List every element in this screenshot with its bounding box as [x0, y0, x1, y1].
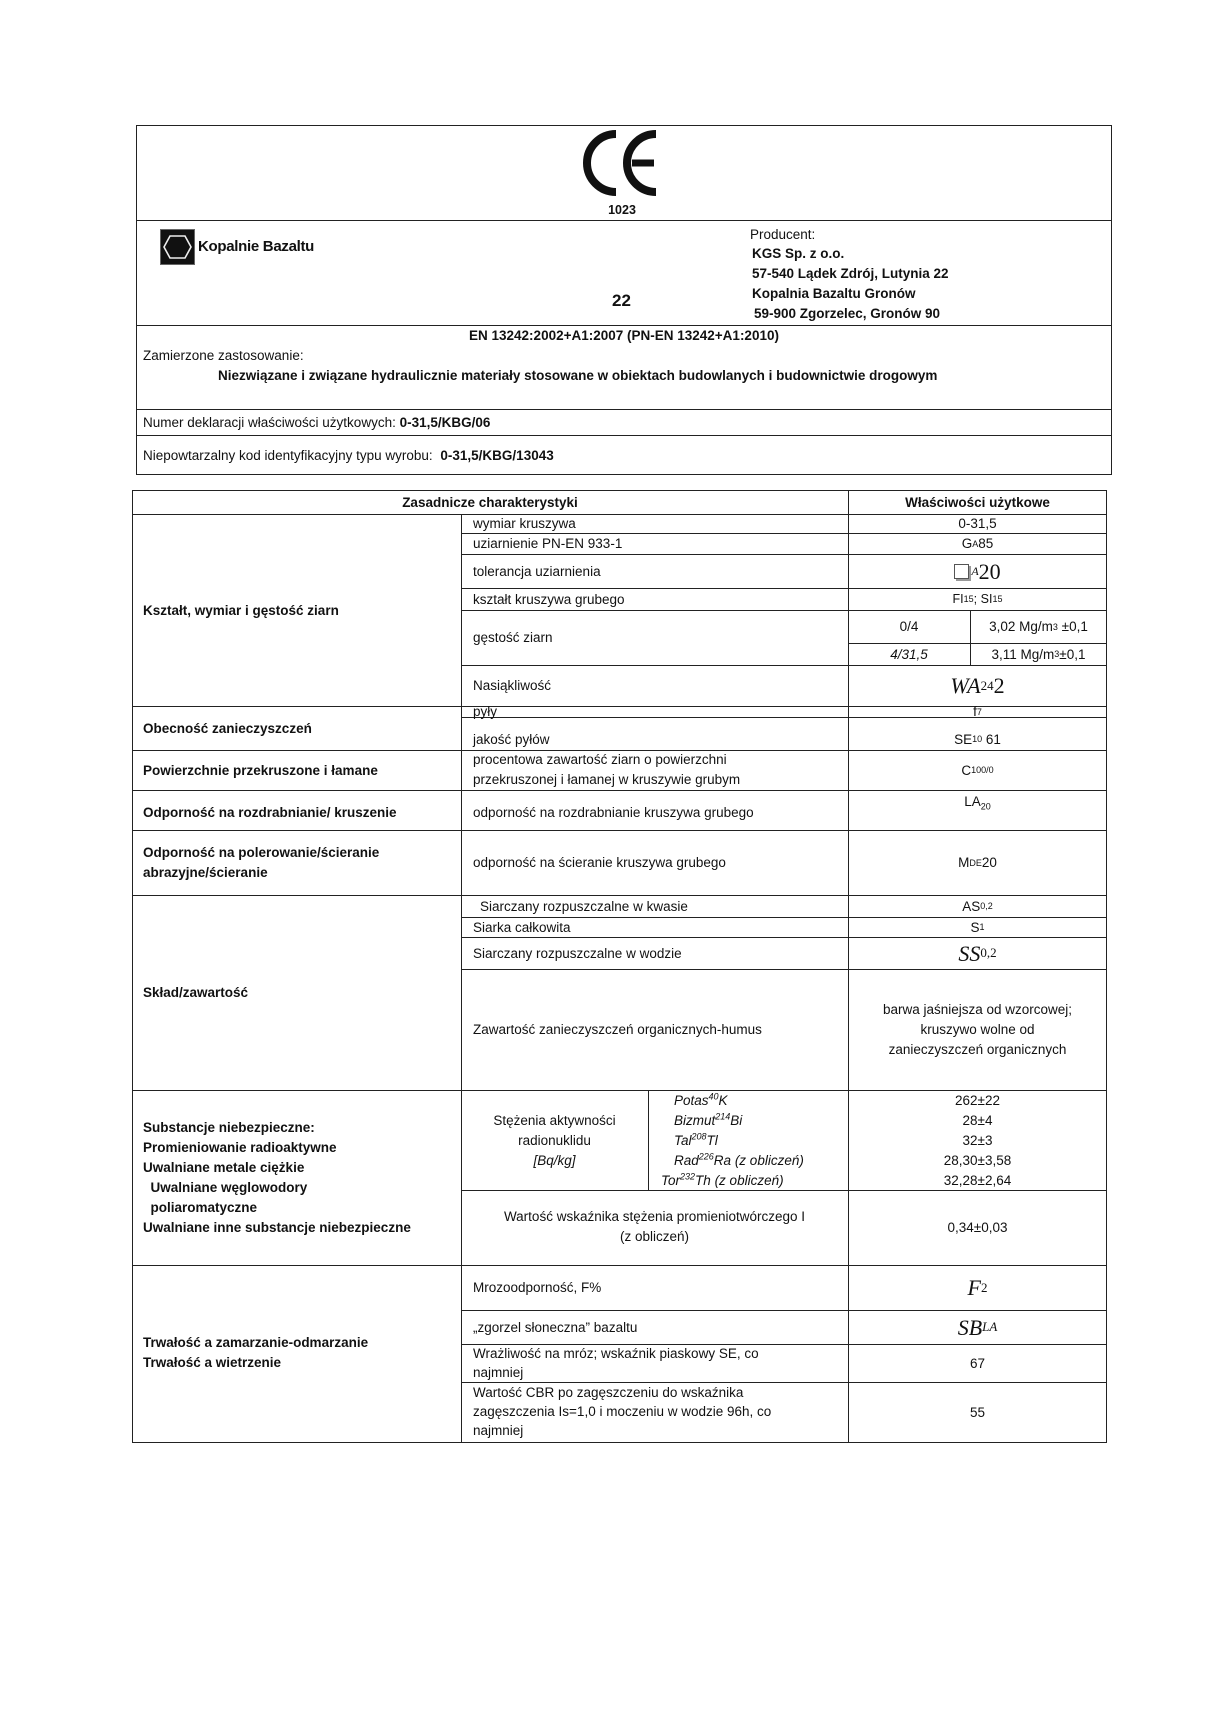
group-label: Obecność zanieczyszczeń [143, 720, 312, 736]
group-label: Uwalniane węglowodory [143, 1180, 308, 1195]
row-label: Siarka całkowita [473, 919, 571, 935]
producer-line: KGS Sp. z o.o. [752, 246, 845, 261]
row-label: przekruszonej i łamanej w kruszywie grubym [473, 772, 741, 787]
nuclide-mass: 232 [680, 1171, 696, 1182]
group-label: Uwalniane metale ciężkie [143, 1160, 305, 1175]
row-label: zagęszczenia Is=1,0 i moczeniu w wodzie 96h, co [473, 1404, 772, 1419]
value-number: 61 [982, 731, 1001, 747]
row-label: Siarczany rozpuszczalne w kwasie [480, 898, 688, 914]
row-label: odporność na rozdrabnianie kruszywa grubego [473, 804, 754, 820]
row-value-line: kruszywo wolne od [920, 1022, 1035, 1037]
group-label: poliaromatyczne [143, 1200, 258, 1215]
row-label: najmniej [473, 1365, 524, 1380]
dop-number [143, 414, 490, 431]
row-value: f 7 [973, 704, 982, 719]
value-number: 3,11 Mg/m [991, 646, 1055, 662]
nuclide-note: (z obliczeń) [731, 1153, 804, 1168]
product-code-value: 0-31,5/KBG/13043 [440, 448, 554, 463]
value-tolerance: ±0,1 [1057, 619, 1088, 634]
value-symbol: SE [954, 731, 973, 747]
group-label: Promieniowanie radioaktywne [143, 1140, 337, 1155]
group-label: Kształt, wymiar i gęstość ziarn [143, 602, 339, 618]
nuclide-symbol: Tl [706, 1133, 718, 1148]
nuclide-value: 262±22 [955, 1093, 1000, 1108]
index-I-value: 0,34±0,03 [947, 1220, 1008, 1235]
nuclide-element: Potas [674, 1093, 709, 1108]
nuclide-symbol: Th [695, 1173, 711, 1188]
value-symbol: F [967, 1275, 981, 1300]
group-label: Odporność na rozdrabnianie/ kruszenie [143, 804, 397, 820]
row-label: Mrozoodporność, F% [473, 1280, 602, 1295]
dop-number-label: Numer deklaracji właściwości użytkowych: [143, 415, 396, 430]
row-value: S 1 [970, 919, 985, 935]
row-value: A 20 [848, 554, 1107, 588]
nuclide-element: Bizmut [674, 1113, 716, 1128]
column-divider [461, 514, 462, 1443]
value-symbol: G [961, 536, 973, 551]
group-label: Skład/zawartość [143, 985, 249, 1000]
divider [136, 220, 1112, 221]
value-symbol: M [958, 855, 970, 870]
index-I-label: Wartość wskaźnika stężenia promieniotwórczego I [503, 1209, 806, 1224]
row-value: 55 [969, 1405, 986, 1420]
value-symbol: WA [950, 673, 981, 698]
row-value [848, 793, 1107, 810]
row-value: 67 [969, 1355, 986, 1371]
nuclide-symbol: K [718, 1093, 728, 1108]
year-label: 22 [612, 291, 631, 310]
radionuclide-label: Stężenia aktywności [493, 1113, 616, 1128]
nuclide-name [674, 1152, 804, 1169]
value-separator: ; [973, 591, 981, 606]
nuclide-value: 32,28±2,64 [943, 1173, 1012, 1188]
row-label: odporność na ścieranie kruszywa grubego [473, 855, 726, 870]
nuclide-mass: 226 [698, 1151, 714, 1162]
logo-text: Kopalnie Bazaltu [198, 238, 315, 255]
nuclide-value: 28,30±3,58 [943, 1153, 1012, 1168]
value-number: 2 [993, 673, 1005, 698]
fraction: 0/4 [899, 619, 919, 634]
company-logo [160, 229, 195, 265]
divider [136, 409, 1112, 410]
row-value: C 100/0 [961, 762, 994, 778]
value-symbol: C [961, 762, 972, 778]
nuclide-element: Rad [674, 1153, 699, 1168]
row-label: uziarnienie PN-EN 933-1 [473, 536, 623, 551]
row-label: najmniej [473, 1423, 524, 1438]
row-line [132, 790, 1107, 791]
index-I-label: (z obliczeń) [619, 1229, 690, 1244]
nuclide-mass: 40 [708, 1091, 719, 1102]
producer-line: 57-540 Lądek Zdrój, Lutynia 22 [752, 266, 949, 281]
value-tolerance: ±0,1 [1059, 646, 1086, 662]
row-label: jakość pyłów [473, 731, 550, 747]
row-label: kształt kruszywa grubego [473, 591, 625, 607]
nuclide-value: 32±3 [962, 1133, 993, 1148]
row-label: procentowa zawartość ziarn o powierzchni [473, 752, 727, 767]
nuclide-mass: 208 [691, 1131, 707, 1142]
notified-body-number: 1023 [608, 203, 636, 217]
value-subscript: 20 [980, 801, 991, 812]
producer-line: 59-900 Zgorzelec, Gronów 90 [754, 306, 941, 321]
group-label: Odporność na polerowanie/ścieranie [143, 845, 380, 860]
nuclide-element: Tal [674, 1133, 692, 1148]
nuclide-element: Tor [661, 1173, 681, 1188]
intended-use-label: Zamierzone zastosowanie: [143, 348, 304, 363]
row-label: Wrażliwość na mróz; wskaźnik piaskowy SE, co [473, 1346, 759, 1361]
row-value: SS 0,2 [958, 940, 997, 966]
value-symbol: SS [958, 940, 981, 966]
row-label: „zgorzel słoneczna” bazaltu [473, 1319, 638, 1335]
row-value: M DE 20 [958, 855, 997, 870]
value-number: 85 [978, 536, 994, 551]
group-label: abrazyjne/ścieranie [143, 865, 268, 880]
value-symbol: f [973, 704, 977, 719]
value-number: 3,02 Mg/m [989, 619, 1053, 634]
hexagon-icon [161, 230, 194, 264]
producer-line: Kopalnia Bazaltu Gronów [752, 286, 916, 301]
row-value: WA 24 2 [950, 673, 1005, 698]
value-symbol: AS [962, 898, 981, 914]
row-value-line: barwa jaśniejsza od wzorcowej; [882, 1002, 1073, 1017]
density-value: 3,02 Mg/m 3 ±0,1 [989, 619, 1088, 634]
producer-label: Producent: [750, 227, 816, 242]
row-value: AS 0,2 [962, 898, 993, 914]
row-label: gęstość ziarn [473, 630, 553, 645]
divider [136, 435, 1112, 436]
col-header-characteristics: Zasadnicze charakterystyki [402, 494, 578, 510]
nuclide-name [674, 1132, 718, 1149]
intended-use: Niezwiązane i związane hydraulicznie materiały stosowane w obiektach budowlanych i budownictwie drogowym [218, 368, 938, 383]
row-value: G A 85 [961, 536, 994, 551]
row-value: F 2 [967, 1275, 988, 1300]
row-value: 0-31,5 [958, 516, 997, 531]
value-symbol: SI [980, 591, 993, 606]
column-divider [648, 1090, 649, 1190]
row-label: wymiar kruszywa [473, 516, 576, 531]
group-label: Trwałość a wietrzenie [143, 1355, 282, 1370]
row-label: Siarczany rozpuszczalne w wodzie [473, 945, 682, 961]
row-value: SB LA [957, 1314, 998, 1340]
nuclide-note: (z obliczeń) [710, 1173, 784, 1188]
dop-number-value: 0-31,5/KBG/06 [399, 415, 491, 430]
row-value: SE 10 61 [954, 731, 1001, 747]
row-label: pyły [473, 704, 498, 719]
row-line [132, 1090, 1107, 1091]
row-label: Nasiąkliwość [473, 678, 552, 693]
group-label: Powierzchnie przekruszone i łamane [143, 762, 378, 778]
value-number: 20 [981, 855, 997, 870]
value-number: 20 [978, 558, 1001, 584]
fraction: 4/31,5 [890, 646, 928, 662]
nuclide-name [661, 1172, 784, 1189]
row-label: Wartość CBR po zagęszczeniu do wskaźnika [473, 1385, 744, 1400]
divider [136, 325, 1112, 326]
group-label: Substancje niebezpieczne: [143, 1120, 315, 1135]
value-symbol: FI [952, 591, 964, 606]
value-symbol: SB [957, 1314, 983, 1340]
col-header-performance: Właściwości użytkowe [905, 494, 1050, 510]
product-code [143, 447, 554, 464]
radionuclide-label: radionuklidu [518, 1133, 591, 1148]
row-label: tolerancja uziarnienia [473, 563, 601, 579]
group-label: Trwałość a zamarzanie-odmarzanie [143, 1335, 369, 1350]
group-label: Uwalniane inne substancje niebezpieczne [143, 1220, 411, 1235]
row-value: FI 15 ; SI 15 [952, 591, 1003, 606]
ce-mark-icon [582, 128, 662, 198]
product-code-label: Niepowtarzalny kod identyfikacyjny typu wyrobu: [143, 448, 433, 463]
radionuclide-unit: [Bq/kg] [533, 1153, 576, 1168]
nuclide-mass: 214 [715, 1111, 731, 1122]
value-symbol: LA [964, 794, 981, 809]
nuclide-value: 28±4 [962, 1113, 993, 1128]
value-symbol: S [970, 919, 980, 935]
tolerance-square-icon [954, 564, 969, 579]
row-value-line: zanieczyszczeń organicznych [888, 1042, 1067, 1057]
row-line [461, 717, 1107, 718]
nuclide-symbol: Bi [730, 1113, 743, 1128]
nuclide-symbol: Ra [713, 1153, 732, 1168]
nuclide-name [674, 1112, 742, 1129]
standard: EN 13242:2002+A1:2007 (PN-EN 13242+A1:2010) [469, 328, 779, 343]
density-value: 3,11 Mg/m 3 ±0,1 [991, 646, 1086, 662]
row-label: Zawartość zanieczyszczeń organicznych-humus [473, 1022, 762, 1037]
nuclide-name [674, 1092, 728, 1109]
